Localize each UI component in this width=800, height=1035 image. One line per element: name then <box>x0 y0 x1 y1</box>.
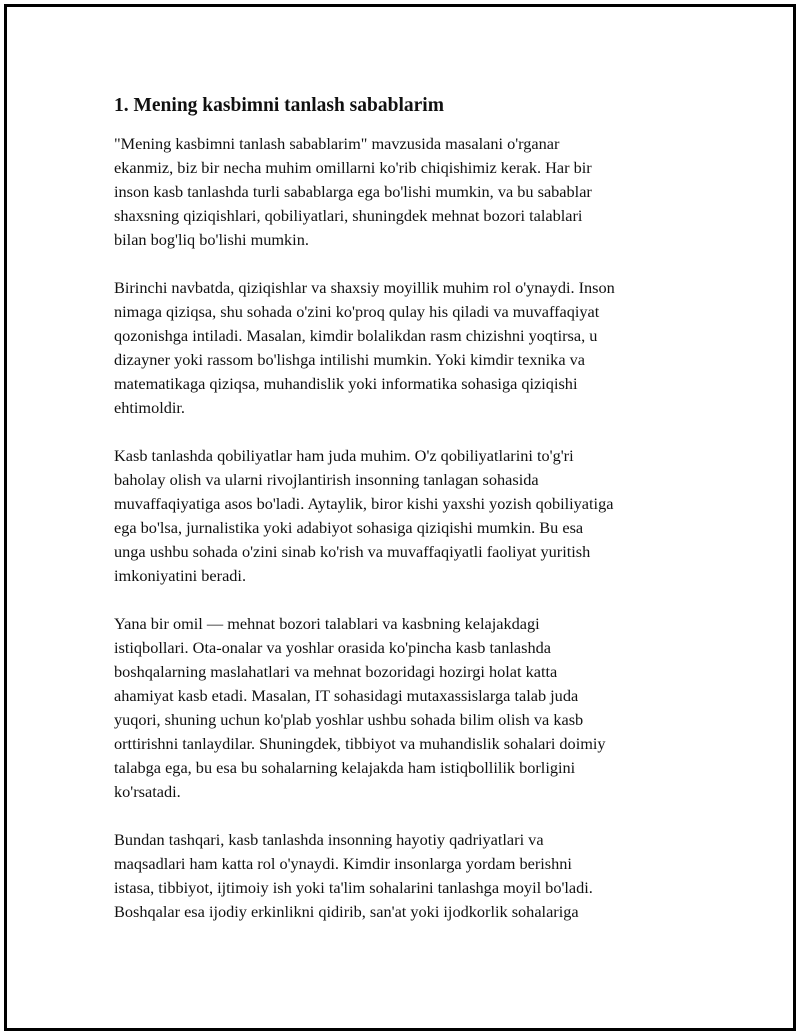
paragraph-line: ehtimoldir. <box>114 398 185 417</box>
paragraph-line: ko'rsatadi. <box>114 782 181 801</box>
paragraph-line: Birinchi navbatda, qiziqishlar va shaxsiy moyillik muhim rol o'ynaydi. Inson <box>114 278 615 297</box>
paragraph-line: istasa, tibbiyot, ijtimoiy ish yoki ta'lim sohalarini tanlashga moyil bo'ladi. <box>114 878 593 897</box>
paragraph-line: Kasb tanlashda qobiliyatlar ham juda muhim. O'z qobiliyatlarini to'g'ri <box>114 446 574 465</box>
paragraph-line: Bundan tashqari, kasb tanlashda insonning hayotiy qadriyatlari va <box>114 830 544 849</box>
paragraph-5 <box>114 828 694 924</box>
paragraph-line: shaxsning qiziqishlari, qobiliyatlari, shuningdek mehnat bozori talablari <box>114 206 583 225</box>
paragraph-line: matematikaga qiziqsa, muhandislik yoki informatika sohasiga qiziqishi <box>114 374 578 393</box>
paragraph-line: yuqori, shuning uchun ko'plab yoshlar ushbu sohada bilim olish va kasb <box>114 710 584 729</box>
paragraph-line: baholay olish va ularni rivojlantirish insonning tanlagan sohasida <box>114 470 539 489</box>
paragraph-line: ekanmiz, biz bir necha muhim omillarni ko'rib chiqishimiz kerak. Har bir <box>114 158 592 177</box>
paragraph-line: "Mening kasbimni tanlash sabablarim" mavzusida masalani o'rganar <box>114 134 560 153</box>
paragraph-1 <box>114 132 694 252</box>
paragraph-line: orttirishni tanlaydilar. Shuningdek, tibbiyot va muhandislik sohalari doimiy <box>114 734 606 753</box>
paragraph-line: muvaffaqiyatiga asos bo'ladi. Aytaylik, biror kishi yaxshi yozish qobiliyatiga <box>114 494 614 513</box>
paragraph-line: bilan bog'liq bo'lishi mumkin. <box>114 230 309 249</box>
paragraph-line: talabga ega, bu esa bu sohalarning kelajakda ham istiqbollilik borligini <box>114 758 576 777</box>
paragraph-line: Yana bir omil — mehnat bozori talablari va kasbning kelajakdagi <box>114 614 540 633</box>
paragraph-2 <box>114 276 694 420</box>
paragraph-line: imkoniyatini beradi. <box>114 566 247 585</box>
paragraph-line: nimaga qiziqsa, shu sohada o'zini ko'proq qulay his qiladi va muvaffaqiyat <box>114 302 600 321</box>
paragraph-line: maqsadlari ham katta rol o'ynaydi. Kimdir insonlarga yordam berishni <box>114 854 572 873</box>
paragraph-line: ahamiyat kasb etadi. Masalan, IT sohasidagi mutaxassislarga talab juda <box>114 686 579 705</box>
paragraph-line: Boshqalar esa ijodiy erkinlikni qidirib, san'at yoki ijodkorlik sohalariga <box>114 902 579 921</box>
paragraph-line: istiqbollari. Ota-onalar va yoshlar orasida ko'pincha kasb tanlashda <box>114 638 551 657</box>
paragraph-line: unga ushbu sohada o'zini sinab ko'rish va muvaffaqiyatli faoliyat yuritish <box>114 542 591 561</box>
document-body <box>114 92 694 948</box>
paragraph-line: dizayner yoki rassom bo'lishga intilishi mumkin. Yoki kimdir texnika va <box>114 350 585 369</box>
paragraph-4 <box>114 612 694 804</box>
paragraph-line: qozonishga intiladi. Masalan, kimdir bolalikdan rasm chizishni yoqtirsa, u <box>114 326 598 345</box>
section-heading: 1. Mening kasbimni tanlash sabablarim <box>114 95 444 116</box>
paragraph-line: boshqalarning maslahatlari va mehnat bozoridagi hozirgi holat katta <box>114 662 558 681</box>
paragraph-3 <box>114 444 694 588</box>
paragraph-line: inson kasb tanlashda turli sabablarga ega bo'lishi mumkin, va bu sabablar <box>114 182 592 201</box>
paragraph-line: ega bo'lsa, jurnalistika yoki adabiyot sohasiga qiziqishi mumkin. Bu esa <box>114 518 584 537</box>
